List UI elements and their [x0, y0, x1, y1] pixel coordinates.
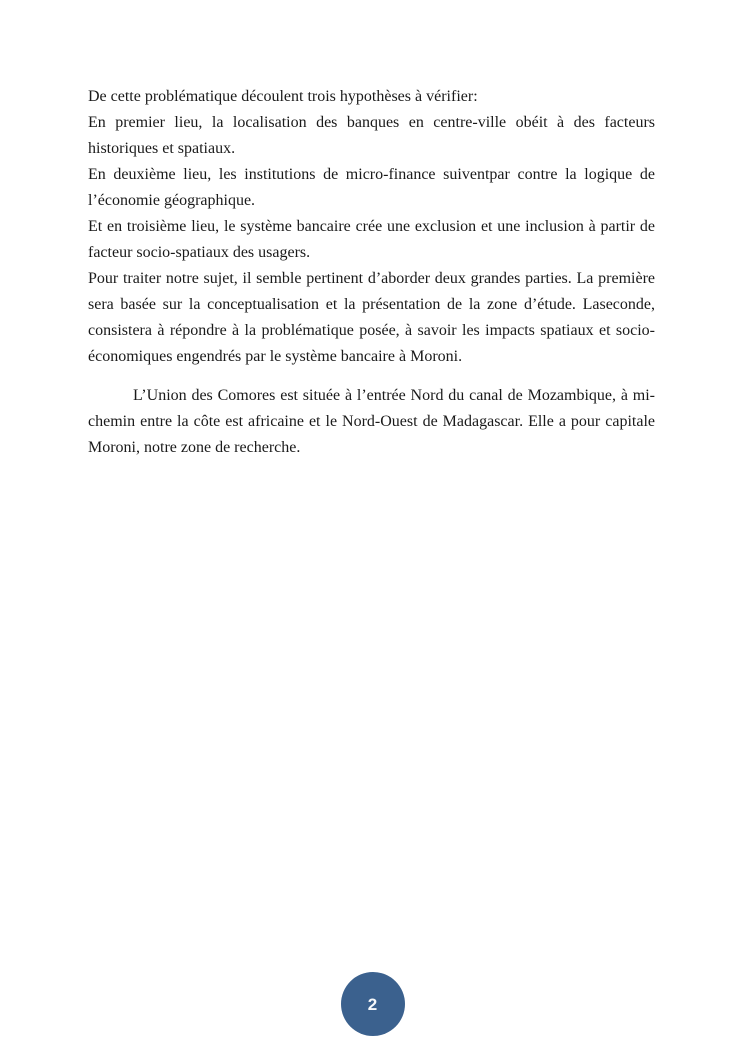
paragraph-comores-location: L’Union des Comores est située à l’entrée Nord du canal de Mozambique, à mi-chemin entre la côte est africaine et le Nord-Ouest de Madagascar. Elle a pour capitale Moroni, notre zone de recherche. — [88, 387, 655, 456]
paragraph-hypothesis-3: Et en troisième lieu, le système bancaire crée une exclusion et une inclusion à partir de facteur socio-spatiaux des usagers. — [88, 218, 655, 261]
paragraph-hypothesis-1: En premier lieu, la localisation des banques en centre-ville obéit à des facteurs historiques et spatiaux. — [88, 114, 655, 157]
paragraph-plan-announcement: Pour traiter notre sujet, il semble pertinent d’aborder deux grandes parties. La première sera basée sur la conceptualisation et la présentation de la zone d’étude. Laseconde, consistera à répondre à la problématique posée, à savoir les impacts spatiaux et socio-économiques engendrés par le système bancaire à Moroni. — [88, 270, 655, 365]
paragraph-hypotheses-intro: De cette problématique découlent trois hypothèses à vérifier: — [88, 88, 478, 105]
page-body-text — [88, 84, 655, 461]
paragraph-hypothesis-2: En deuxième lieu, les institutions de micro-finance suiventpar contre la logique de l’économie géographique. — [88, 166, 655, 209]
page-number: 2 — [367, 994, 378, 1014]
page-number-badge — [341, 972, 405, 1036]
